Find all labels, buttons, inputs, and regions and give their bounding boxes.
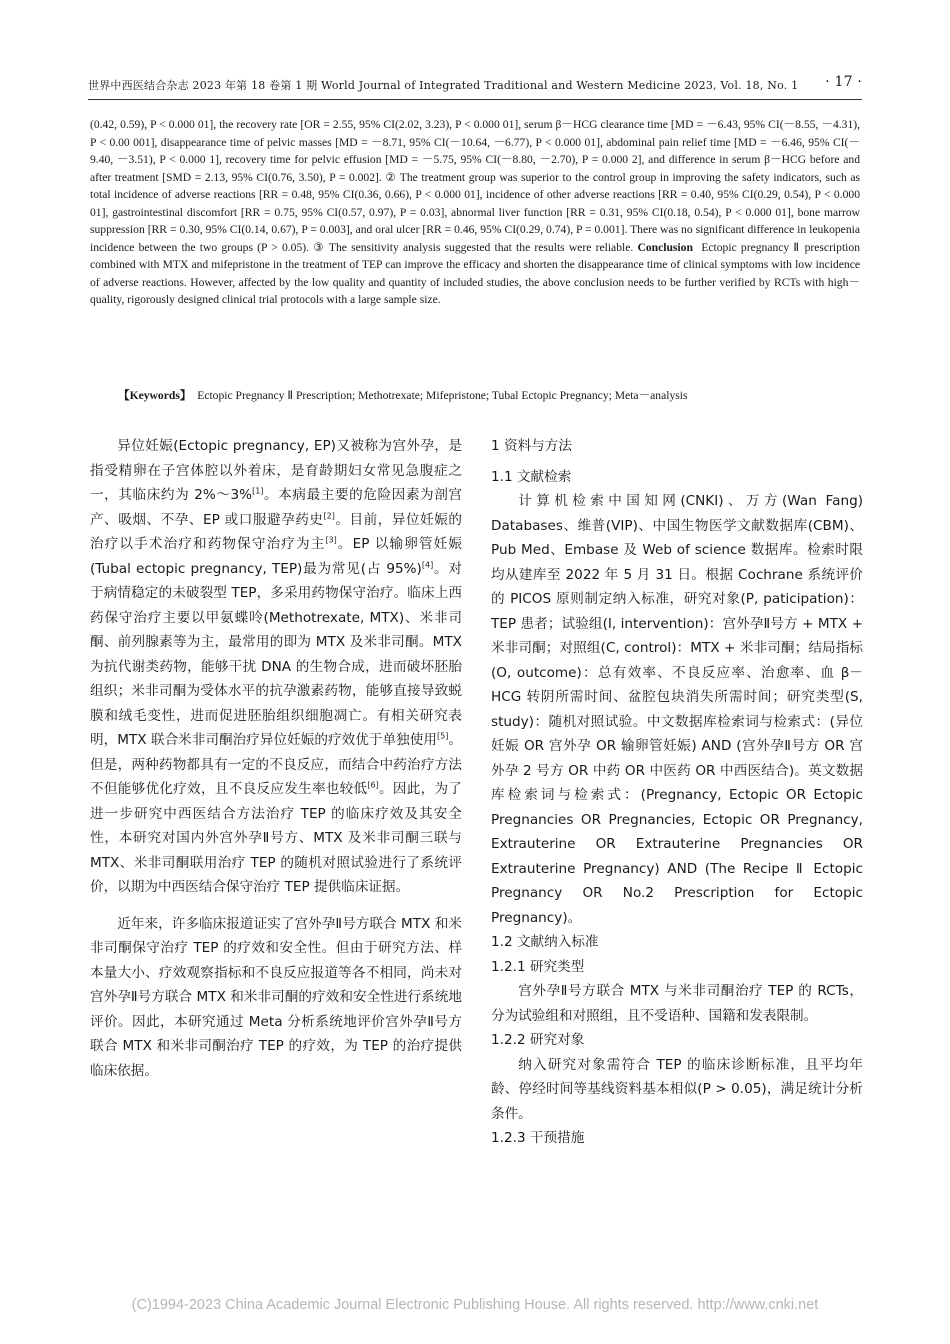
search-paragraph: 计算机检索中国知网(CNKI)、万方(Wan Fang) Databases、维普(VIP)、中国生物医学文献数据库(CBM)、Pub Med、Embase 及 Web of science 数据库。检索时限均从建库至 2022 年 5 月 31 日。根据 Cochrane 系统评价的 PICOS 原则制定纳入标准，研究对象(P, paticipation)：TEP 患者；试验组(I, intervention)：宫外孕Ⅱ号方 + MTX + 米非司酮；对照组(C, control)：MTX + 米非司酮；结局指标(O, outcome)：总有效率、不良反应率、治愈率、血 β－HCG 转阴所需时间、盆腔包块消失所需时间；研究类型(S, study)：随机对照试验。中文数据库检索词与检索式：(异位妊娠 OR 宫外孕 OR 输卵管妊娠) AND (宫外孕Ⅱ号方 OR 宫外孕 2 号方 OR 中药 OR 中医药 OR 中西医结合)。英文数据库检索词与检索式：(Pregnancy, Ectopic OR Ectopic Pregnancies OR Pregnancies, Ectopic OR Pregnancy, Extrauterine OR Extrauterine Pregnancies OR Extrauterine Pregnancy) AND (The Recipe Ⅱ Ectopic Pregnancy OR No.2 Prescription for Ectopic Pregnancy)。 bbox=[491, 493, 863, 926]
abstract-results bbox=[90, 116, 860, 309]
section-heading-1-2: 1.2 文献纳入标准 bbox=[491, 934, 599, 950]
section-heading-1: 1 资料与方法 bbox=[491, 438, 572, 454]
keywords-line bbox=[118, 387, 860, 404]
keywords-text: Ectopic Pregnancy Ⅱ Prescription; Methotrexate; Mifepristone; Tubal Ectopic Pregnancy; Meta－analysis bbox=[197, 389, 688, 402]
intro-text: 。对于病情稳定的未破裂型 TEP，多采用药物保守治疗。临床上西药保守治疗主要以甲氨蝶呤(Methotrexate, MTX)、米非司酮、前列腺素等为主，最常用的即为 MTX 及米非司酮。MTX 为抗代谢类药物，能够干扰 DNA 的生物合成，进而破坏胚胎组织；米非司酮为受体水平的抗孕激素药物，能够直接导致蜕膜和绒毛变性，进而促进胚胎组织细胞凋亡。有相关研究表明，MTX 联合米非司酮治疗异位妊娠的疗效优于单独使用 bbox=[90, 560, 462, 748]
citation: [2] bbox=[323, 510, 335, 520]
intro-text: 异位妊娠(Ectopic pregnancy, EP)又被称为宫外孕，是指受精卵在子宫体腔以外着床，是育龄期妇女常见急腹症之一，其临床约为 2%～3% bbox=[90, 438, 462, 503]
header-rule bbox=[88, 99, 862, 100]
running-header bbox=[88, 74, 862, 94]
conclusion-text: Ectopic pregnancy Ⅱ prescription combined with MTX and mifepristone in the treatment of TEP can improve the efficacy and shorten the disappearance time of clinical symptoms with low incidence of adverse reactions. However, affected by the low quality and quantity of included studies, the above conclusion needs to be further verified by RCTs with high－quality, rigorously designed clinical trial protocols with a large sample size. bbox=[90, 240, 860, 306]
citation: [4] bbox=[421, 559, 434, 569]
intro-paragraph-1 bbox=[90, 434, 462, 900]
abstract-results-text: (0.42, 0.59), P < 0.000 01], the recovery rate [OR = 2.55, 95% CI(2.02, 3.23), P < 0.000 01], serum β－HCG clearance time [MD = －6.43, 95% CI(－8.55, －4.31), P < 0.00 001], disappearance time of pelvic masses [MD = －8.71, 95% CI(－10.64, －6.77), P < 0.000 01], abdominal pain relief time [MD = －6.46, 95% CI(－9.40, －3.51), P < 0.000 1], recovery time for pelvic effusion [MD = －5.75, 95% CI(－8.80, －2.70), P = 0.000 2], and difference in serum β－HCG before and after treatment [SMD = 2.13, 95% CI(0.76, 3.50), P = 0.002]. ② The treatment group was superior to the control group in improving the safety indicators, such as total incidence of adverse reactions [RR = 0.48, 95% CI(0.36, 0.66), P < 0.000 01], incidence of other adverse reactions [RR = 0.40, 95% CI(0.29, 0.54), P < 0.000 01], gastrointestinal discomfort [RR = 0.75, 95% CI(0.57, 0.97), P = 0.03], abnormal liver function [RR = 0.31, 95% CI(0.18, 0.54), P < 0.000 01], bone marrow suppression [RR = 0.30, 95% CI(0.14, 0.67), P = 0.003], and oral ulcer [RR = 0.46, 95% CI(0.29, 0.74), P = 0.001]. There was no significant difference in leukopenia incidence between the two groups (P > 0.05). ③ The sensitivity analysis suggested that the results were reliable. bbox=[90, 118, 860, 254]
intro-text: 。目前，异位妊娠的治疗以手术治疗和药物保守治疗为主 bbox=[90, 511, 463, 552]
citation: [5] bbox=[437, 731, 449, 741]
keywords-label: 【Keywords】 bbox=[118, 389, 192, 402]
journal-title: 世界中西医结合杂志 2023 年第 18 卷第 1 期 World Journal of Integrated Traditional and Western Medicine 2023, Vol. 18, No. 1 bbox=[88, 79, 799, 92]
right-column bbox=[491, 434, 863, 1151]
intro-text: 。本病最主要的危险因素为剖宫产、吸烟、不孕、EP 或口服避孕药史 bbox=[90, 487, 462, 528]
citation: [1] bbox=[252, 486, 264, 496]
subjects-paragraph: 纳入研究对象需符合 TEP 的临床诊断标准，且平均年龄、停经时间等基线资料基本相似(P > 0.05)，满足统计分析条件。 bbox=[491, 1056, 863, 1122]
intro-text: 。因此，为了进一步研究中西医结合方法治疗 TEP 的临床疗效及其安全性，本研究对国内外宫外孕Ⅱ号方、MTX 及米非司酮三联与 MTX、米非司酮联用治疗 TEP 的随机对照试验进行了系统评价，以期为中西医结合保守治疗 TEP 提供临床证据。 bbox=[90, 781, 463, 895]
study-type-paragraph: 宫外孕Ⅱ号方联合 MTX 与米非司酮治疗 TEP 的 RCTs，分为试验组和对照组，且不受语种、国籍和发表限制。 bbox=[491, 983, 863, 1024]
section-heading-1-2-2: 1.2.2 研究对象 bbox=[491, 1032, 585, 1048]
abstract-block bbox=[90, 116, 860, 309]
intro-text: 。EP 以输卵管妊娠(Tubal ectopic pregnancy, TEP)最为常见(占 95%) bbox=[90, 536, 463, 577]
copyright-footer: (C)1994-2023 China Academic Journal Electronic Publishing House. All rights reserved. http://www.cnki.net bbox=[131, 1297, 819, 1313]
page-number: · 17 · bbox=[825, 74, 862, 90]
left-column bbox=[90, 434, 462, 1083]
section-heading-1-1: 1.1 文献检索 bbox=[491, 468, 572, 485]
intro-paragraph-2: 近年来，许多临床报道证实了宫外孕Ⅱ号方联合 MTX 和米非司酮保守治疗 TEP 的疗效和安全性。但由于研究方法、样本量大小、疗效观察指标和不良反应报道等各不相同，尚未对宫外孕Ⅱ号方联合 MTX 和米非司酮的疗效和安全性进行系统地评价。因此，本研究通过 Meta 分析系统地评价宫外孕Ⅱ号方联合 MTX 和米非司酮治疗 TEP 的疗效，为 TEP 的治疗提供临床依据。 bbox=[90, 915, 462, 1079]
section-heading-1-2-3: 1.2.3 干预措施 bbox=[491, 1130, 585, 1146]
intro-text: 。但是，两种药物都具有一定的不良反应，而结合中药治疗方法不但能够优化疗效，且不良反应发生率也较低 bbox=[90, 732, 462, 797]
citation: [3] bbox=[325, 535, 337, 545]
citation: [6] bbox=[367, 780, 379, 790]
conclusion-label: Conclusion bbox=[637, 240, 693, 254]
section-heading-1-2-1: 1.2.1 研究类型 bbox=[491, 958, 585, 975]
